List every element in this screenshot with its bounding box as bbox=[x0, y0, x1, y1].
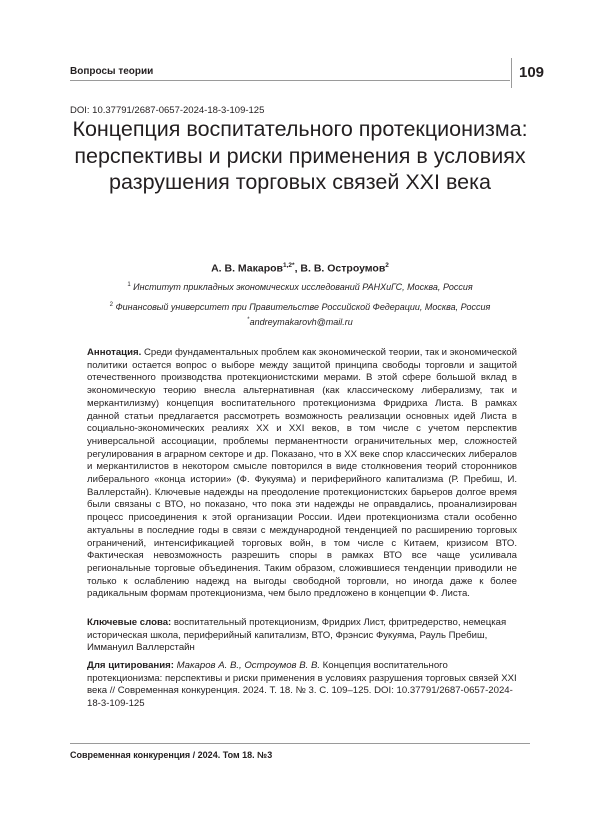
doi-line: DOI: 10.37791/2687-0657-2024-18-3-109-125 bbox=[70, 105, 265, 116]
header-divider bbox=[70, 80, 510, 81]
affiliation-1 bbox=[70, 282, 530, 292]
email-text: andreymakarovh@mail.ru bbox=[249, 317, 353, 327]
affiliation-text: Финансовый университет при Правительстве Российской Федерации, Москва, Россия bbox=[115, 302, 491, 312]
corresponding-email bbox=[70, 317, 530, 327]
author-name: В. В. Остроумов bbox=[300, 262, 386, 275]
article-title: Концепция воспитательного протекционизма: перспективы и риски применения в условиях разрушения торговых связей XXI века bbox=[72, 117, 528, 194]
keywords-text: воспитательный протекционизм, Фридрих Лист, фритредерство, немецкая историческая школа, периферийный капитализм, ВТО, Фрэнсис Фукуяма, Рауль Пребиш, Иммануил Валлерстайн bbox=[87, 617, 507, 654]
keywords-paragraph bbox=[87, 617, 517, 655]
authors-separator: , bbox=[294, 262, 301, 275]
email-marker: * bbox=[247, 317, 250, 323]
author-name: А. В. Макаров bbox=[211, 262, 283, 275]
running-header-section: Вопросы теории bbox=[70, 66, 154, 77]
page-number-divider bbox=[511, 58, 512, 88]
authors-line bbox=[70, 262, 530, 275]
page-number: 109 bbox=[519, 64, 545, 81]
affiliation-2 bbox=[70, 302, 530, 312]
keywords-label: Ключевые слова: bbox=[87, 617, 172, 628]
citation-paragraph bbox=[87, 660, 517, 711]
affiliation-text: Институт прикладных экономических исследований РАНХиГС, Москва, Россия bbox=[133, 282, 473, 292]
affiliation-marker: 2 bbox=[109, 302, 113, 308]
abstract-text: Среди фундаментальных проблем как экономической теории, так и экономической политики остается вопрос о выборе между защитой принципа свободы торговли и защитой отечественного производства протекционистскими мерами. В этой сфере большой вклад в экономическую теорию внесла альтернативная (как классическому либерализму, так и меркантилизму) концепция воспитательного протекционизма Фридриха Листа. В рамках данной статьи предлагается рассмотреть возможность реализации основных идей Листа в социально-экономических реалиях XX и XXI веков, в том числе с учетом перспектив универсальной ассоциации, проблемы перманентности ограничительных мер, сложностей регулирования в аграрном секторе и др. Показано, что в XX веке спор классических либералов и меркантилистов в некотором смысле повторился в виде столкновения теорий сторонников либерального «конца истории» (Ф. Фукуяма) и периферийного капитализма (Р. Пребиш, И. Валлерстайн). Ключевые надежды на преодоление протекционистских барьеров долгое время были связаны с ВТО, но показано, что пока эти надежды не оправдались, проанализирован процесс присоединения к этой организации России. Идеи протекционизма стали особенно актуальны в последние годы в связи с международной тенденцией по расширению торговых ограничений, интенсификацией торговых войн, в том числе с Китаем, кризисом ВТО. Фактическая невозможность разрешить споры в рамках ВТО все чаще усиливала региональные торговые объединения. Таким образом, сложившиеся тенденции приводили не только к ослаблению надежд на выгоды свободной торговли, но иногда даже к более радикальным формам протекционизма, чем было предложено в концепции Ф. Листа. bbox=[87, 347, 517, 600]
abstract-paragraph bbox=[87, 347, 517, 601]
citation-label: Для цитирования: bbox=[87, 660, 174, 671]
citation-authors: Макаров А. В., Остроумов В. В. bbox=[173, 660, 321, 671]
abstract-label: Аннотация. bbox=[87, 347, 142, 358]
author-affiliation-marker: 1,2* bbox=[283, 262, 295, 269]
affiliation-marker: 1 bbox=[127, 282, 131, 288]
author-affiliation-marker: 2 bbox=[385, 262, 389, 269]
footer-divider bbox=[70, 743, 530, 744]
citation-text: Концепция воспитательного протекционизма: перспективы и риски применения в условиях разрушения торговых связей XXI века // Современная конкуренция. 2024. Т. 18. № 3. С. 109–125. DOI: 10.37791/2687-0657-2024-18-3-109-125 bbox=[87, 660, 517, 710]
running-footer: Современная конкуренция / 2024. Том 18. №3 bbox=[70, 750, 273, 760]
